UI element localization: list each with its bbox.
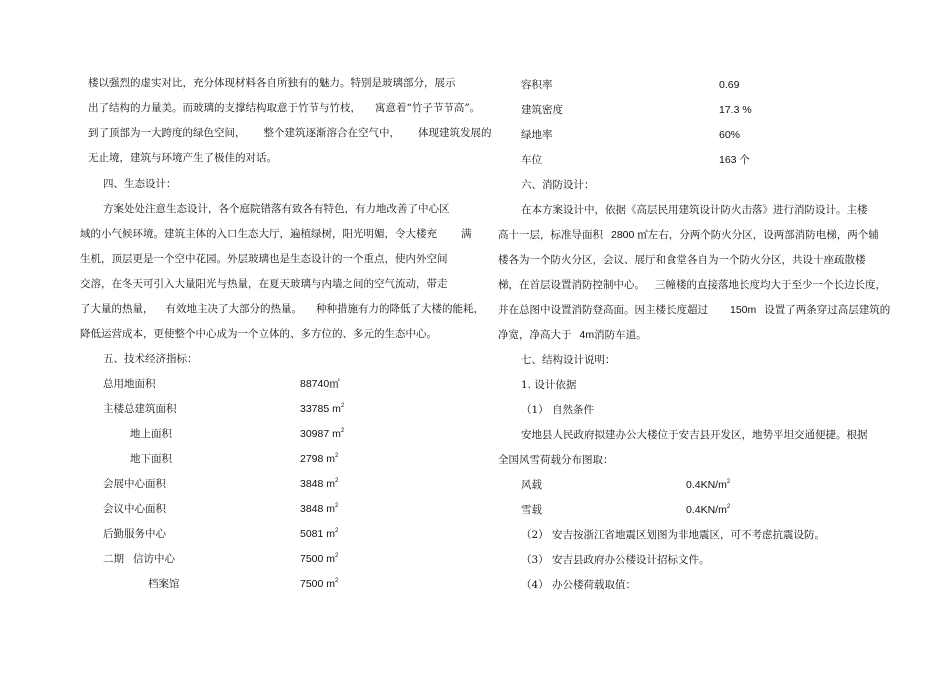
text-run: 三幢楼的直接落地长度均大于至少一个长边长度， [655, 279, 886, 291]
load-value: $0.4KN/m^2$ [686, 504, 731, 516]
indicator-label: 总用地面积 [103, 378, 156, 390]
paragraph-line: 域的小气候环境。建筑主体的入口生态大厅，遍植绿树，阳光明媚，令大楼充 [80, 228, 437, 240]
indicator-label: 会展中心面积 [103, 478, 166, 490]
paragraph-line [498, 278, 886, 292]
indicator-value: 60% [719, 129, 741, 141]
text-run: 了大量的热量， [80, 303, 154, 315]
indicator-value: 163 个 [719, 154, 750, 166]
indicator-label: 绿地率 [521, 129, 553, 141]
paragraph-line: 楼各为一个防火分区，会议、展厅和食堂各自为一个防火分区，共设十座疏散楼 [498, 254, 866, 266]
text-run: 高十一层，标准导面积 [498, 229, 603, 241]
text-run: 2800 ㎡ [611, 229, 648, 241]
text-run: 消防车道。 [594, 329, 647, 341]
section-heading-tech: 五、技术经济指标： [103, 353, 198, 365]
text-run: 体现建筑发展的 [418, 127, 492, 139]
indicator-value: 3848 $m^2$ [300, 478, 339, 490]
indicator-label: 地上面积 [130, 428, 172, 440]
load-label: 风载 [521, 479, 542, 491]
paragraph-line: 满 [461, 228, 472, 240]
indicator-label: 建筑密度 [521, 104, 563, 116]
paragraph-line: 楼以强烈的虚实对比，充分体现材料各自所独有的魅力。特别是玻璃部分，展示 [88, 77, 456, 89]
text-run: 左右，分两个防火分区，设两部消防电梯，两个辅 [647, 229, 879, 241]
indicator-label: 地下面积 [130, 453, 172, 465]
text-run: 种种措施有力的降低了大楼的能耗， [316, 303, 484, 315]
load-value: $0.4KN/m^2$ [686, 479, 731, 491]
phase-label: 二期 [103, 553, 124, 565]
section-heading-eco: 四、生态设计： [103, 178, 177, 190]
paragraph-line [88, 101, 480, 115]
list-item: （2） 安吉按浙江省地震区划图为非地震区，可不考虑抗震设防。 [521, 529, 826, 541]
indicator-value: 7500 $m^2$ [300, 578, 339, 590]
indicator-label: 会议中心面积 [103, 503, 166, 515]
text-run: 梯，在首层设置消防控制中心。 [498, 279, 645, 291]
list-item: （3） 安吉县政府办公楼设计招标文件。 [521, 554, 710, 566]
indicator-label: 容积率 [521, 79, 553, 91]
indicator-label: 车位 [521, 154, 542, 166]
indicator-label: 档案馆 [148, 578, 180, 590]
indicator-value: 17.3 % [719, 104, 752, 116]
paragraph-line: 无止境，建筑与环境产生了极佳的对话。 [88, 152, 277, 164]
paragraph-line: 在本方案设计中，依据《高层民用建筑设计防火击落》进行消防设计。主楼 [521, 204, 868, 216]
paragraph-line [498, 328, 647, 342]
paragraph-line: 降低运营成本，更使整个中心成为一个立体的、多方位的、多元的生态中心。 [80, 328, 437, 340]
load-label: 雪载 [521, 504, 542, 516]
indicator-value: 3848 $m^2$ [300, 503, 339, 515]
paragraph-line: 全国风雪荷载分布图取： [498, 454, 614, 466]
section-heading-structure: 七、结构设计说明： [521, 354, 616, 366]
text-run: 有效地主决了大部分的热量。 [165, 303, 302, 315]
paragraph-line: 生机，顶层更是一个空中花园。外层玻璃也是生态设计的一个重点，使内外空间 [80, 253, 448, 265]
paragraph-line: 方案处处注意生态设计，各个庭院错落有致各有特色，有力地改善了中心区 [103, 203, 450, 215]
text-run: 寓意着“竹子节节高”。 [375, 102, 481, 114]
text-run: 并在总图中设置消防登高面。因主楼长度超过 [498, 304, 708, 316]
list-item: （4） 办公楼荷载取值： [521, 579, 637, 591]
subheading-basis: 1. 设计依据 [521, 379, 577, 391]
indicator-value: 88740㎡ [300, 378, 340, 390]
subheading-natural: （1） 自然条件 [521, 404, 595, 416]
indicator-value: 33785 $m^2$ [300, 403, 345, 415]
indicator-value: 5081 $m^2$ [300, 528, 339, 540]
text-run: 4m [579, 329, 595, 341]
text-run: 出了结构的力量美。而玻璃的支撑结构取意于竹节与竹枝， [88, 102, 361, 114]
text-run: 整个建筑逐渐溶合在空气中， [263, 127, 400, 139]
indicator-value: 30987 $m^2$ [300, 428, 345, 440]
indicator-label: 信访中心 [133, 553, 175, 565]
paragraph-line: 交溶，在冬天可引入大量阳光与热量，在夏天玻璃与内墙之间的空气流动，带走 [80, 278, 448, 290]
indicator-label: 后勤服务中心 [103, 528, 166, 540]
text-run: 150m [730, 304, 757, 316]
paragraph-line [498, 303, 890, 317]
indicator-label: 主楼总建筑面积 [103, 403, 177, 415]
paragraph-line [498, 228, 879, 242]
text-run: 设置了两条穿过高层建筑的 [764, 304, 891, 316]
paragraph-line: 安地县人民政府拟建办公大楼位于安吉县开发区，地势平坦交通便捷。根据 [521, 429, 868, 441]
paragraph-line [80, 302, 484, 316]
section-heading-fire: 六、消防设计： [521, 179, 595, 191]
indicator-value: 2798 $m^2$ [300, 453, 339, 465]
text-run: 到了顶部为一大跨度的绿色空间， [88, 127, 246, 139]
indicator-value: 0.69 [719, 79, 740, 91]
indicator-value: 7500 $m^2$ [300, 553, 339, 565]
paragraph-line [88, 126, 492, 140]
text-run: 净宽，净高大于 [498, 329, 572, 341]
